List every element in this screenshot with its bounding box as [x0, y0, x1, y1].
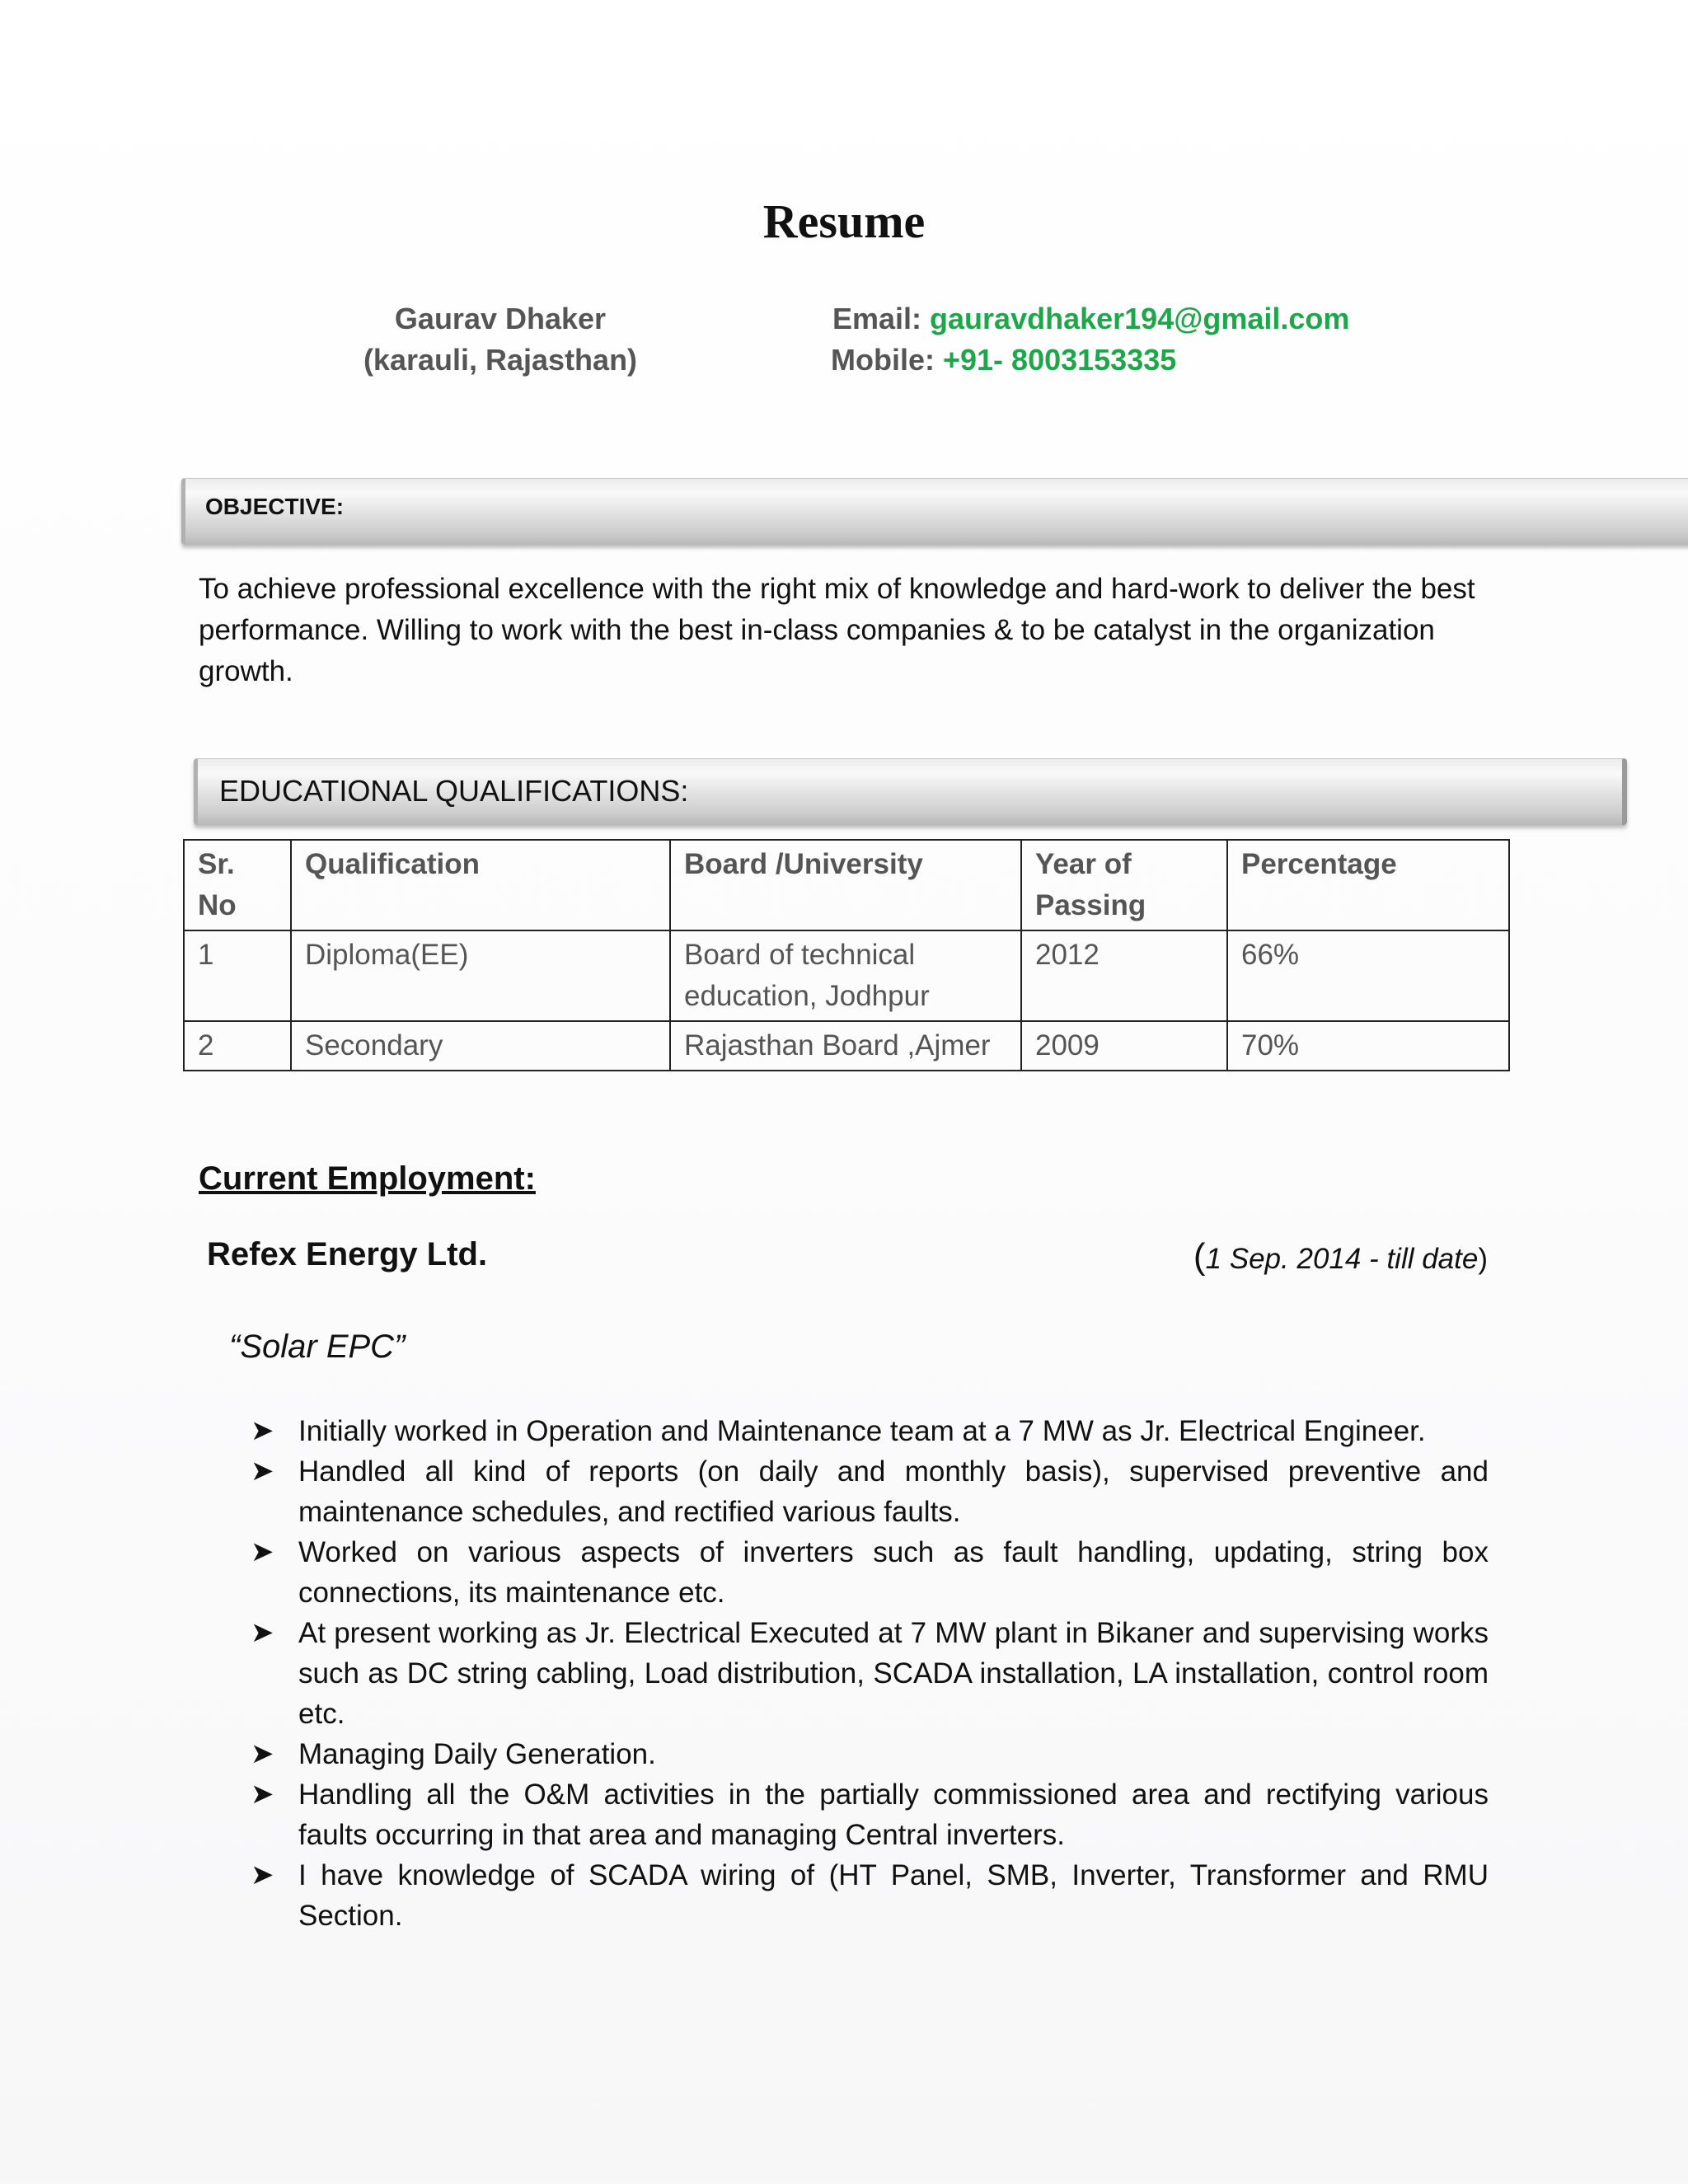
table-row — [184, 1021, 1509, 1071]
table-cell: Rajasthan Board ,Ajmer — [670, 1021, 1021, 1071]
list-item — [247, 1411, 1489, 1451]
arrowhead-bullet-icon: ➤ — [251, 1455, 274, 1487]
education-heading: EDUCATIONAL QUALIFICATIONS: — [219, 774, 689, 808]
objective-section-bar — [181, 478, 1688, 545]
list-item — [247, 1451, 1489, 1532]
list-item-text: At present working as Jr. Electrical Executed at 7 MW plant in Bikaner and supervising works such as DC string cabling, Load distribution, SCADA installation, LA installation, control room etc. — [298, 1617, 1489, 1730]
table-cell: 2 — [184, 1021, 291, 1071]
arrowhead-bullet-icon: ➤ — [251, 1859, 274, 1891]
mobile-label: Mobile: — [831, 343, 943, 377]
table-cell: 66% — [1227, 930, 1509, 1021]
table-row — [184, 930, 1509, 1021]
table-cell: 1 — [184, 930, 291, 1021]
mobile-row — [831, 340, 1349, 381]
list-item — [247, 1734, 1489, 1774]
objective-heading: OBJECTIVE: — [205, 494, 345, 519]
company-name: Refex Energy Ltd. — [207, 1236, 488, 1272]
list-item-text: Managing Daily Generation. — [298, 1738, 656, 1770]
page-title: Resume — [762, 194, 926, 248]
employment-heading: Current Employment: — [199, 1160, 536, 1197]
arrowhead-bullet-icon: ➤ — [251, 1738, 274, 1769]
list-item-text: I have knowledge of SCADA wiring of (HT Panel, SMB, Inverter, Transformer and RMU Section. — [298, 1859, 1489, 1932]
list-item-text: Handled all kind of reports (on daily and monthly basis), supervised preventive and maintenance schedules, and rectified various faults. — [298, 1455, 1489, 1528]
table-cell: 2012 — [1021, 930, 1227, 1021]
table-cell: 70% — [1227, 1021, 1509, 1071]
column-header: Board /University — [670, 840, 1021, 930]
table-cell: 2009 — [1021, 1021, 1227, 1071]
list-item — [247, 1613, 1489, 1734]
candidate-name: Gaurav Dhaker — [394, 302, 607, 335]
list-item-text: Worked on various aspects of inverters such as fault handling, updating, string box connections, its maintenance etc. — [298, 1536, 1489, 1609]
objective-text: To achieve professional excellence with the right mix of knowledge and hard-work to deliver the best performance. Willing to work with the best in-class companies & to be catalyst in the organization growth. — [199, 573, 1475, 687]
arrowhead-bullet-icon: ➤ — [251, 1536, 274, 1568]
list-item — [247, 1774, 1489, 1855]
list-item — [247, 1532, 1489, 1613]
email-link[interactable]: gauravdhaker194@gmail.com — [930, 302, 1350, 335]
list-item — [247, 1855, 1489, 1936]
list-item-text: Initially worked in Operation and Maintenance team at a 7 MW as Jr. Electrical Engineer. — [298, 1415, 1426, 1447]
employment-period: (1 Sep. 2014 - till date) — [1193, 1236, 1488, 1277]
column-header: Qualification — [291, 840, 670, 930]
table-header-row — [184, 840, 1509, 930]
arrowhead-bullet-icon: ➤ — [251, 1617, 274, 1648]
email-row — [832, 298, 1349, 340]
education-table — [183, 839, 1510, 1071]
candidate-location: (karauli, Rajasthan) — [363, 343, 638, 377]
table-cell: Diploma(EE) — [291, 930, 670, 1021]
contact-details — [832, 298, 1349, 381]
contact-identity — [354, 298, 646, 381]
education-section-bar — [194, 758, 1627, 825]
arrowhead-bullet-icon: ➤ — [251, 1415, 274, 1446]
duties-list — [247, 1411, 1489, 1936]
column-header: Percentage — [1227, 840, 1509, 930]
sector-label: “Solar EPC” — [229, 1329, 406, 1365]
column-header: Year of Passing — [1021, 840, 1227, 930]
email-label: Email: — [832, 302, 931, 335]
arrowhead-bullet-icon: ➤ — [251, 1779, 274, 1810]
mobile-number: +91- 8003153335 — [942, 343, 1177, 377]
employment-period-value: 1 Sep. 2014 - till date — [1205, 1243, 1479, 1275]
table-cell: Board of technical education, Jodhpur — [670, 930, 1021, 1021]
list-item-text: Handling all the O&M activities in the partially commissioned area and rectifying various faults occurring in that area and managing Central inverters. — [298, 1779, 1489, 1851]
table-cell: Secondary — [291, 1021, 670, 1071]
column-header: Sr. No — [184, 840, 291, 930]
